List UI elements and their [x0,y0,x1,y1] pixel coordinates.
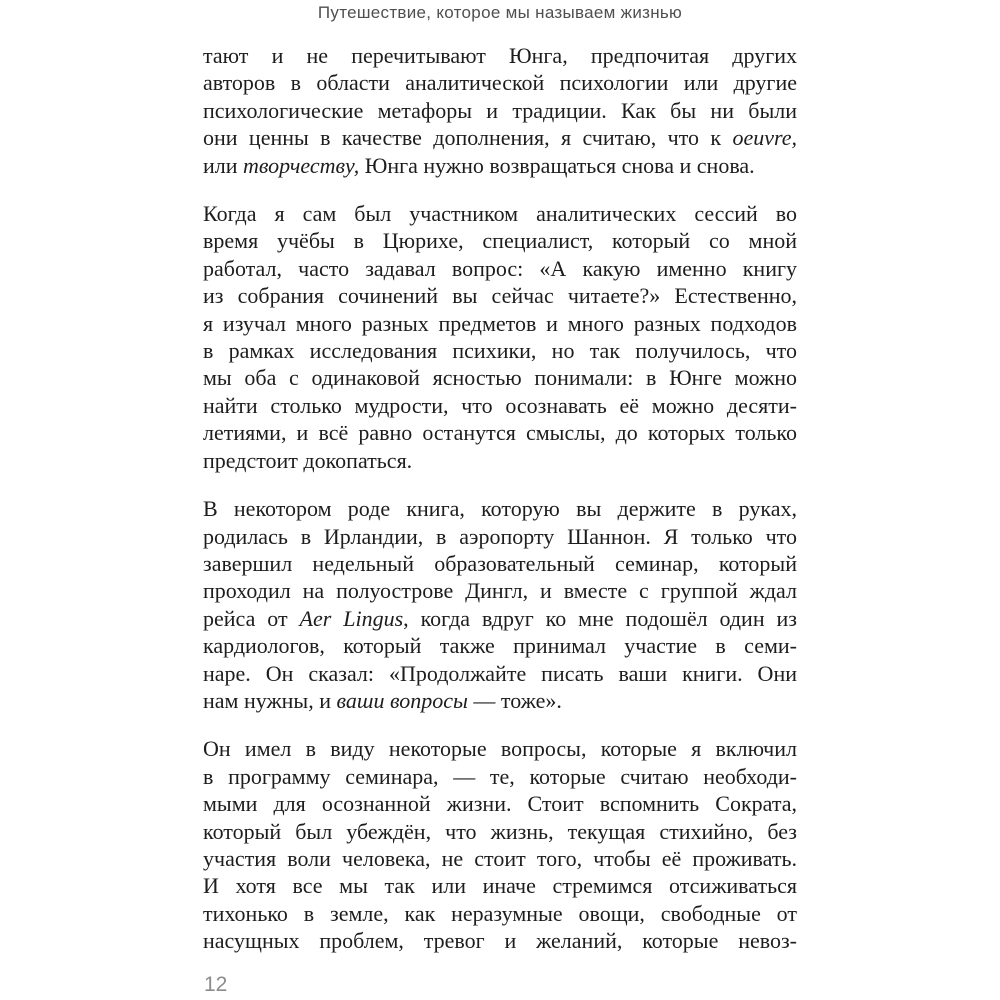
text-line [203,605,797,632]
text-line [203,900,797,927]
text-segment: Юнга нужно возвращаться снова и снова. [359,152,755,178]
text-line [203,872,797,899]
text-line [203,97,797,124]
text-segment: В некотором роде книга, которую вы держите в руках, [203,496,797,522]
paragraph [203,495,797,714]
text-line [203,927,797,954]
text-segment: работал, часто задавал вопрос: «А какую именно книгу [203,255,797,281]
text-segment: в рамках исследования психики, но так получилось, что [203,338,797,364]
page-body-text [203,42,797,955]
text-segment: я изучал много разных предметов и много разных подходов [203,310,797,336]
text-segment: наре. Он сказал: «Продолжайте писать ваши книги. Они [203,660,797,686]
text-line [203,495,797,522]
text-segment: тихонько в земле, как неразумные овощи, свободные от [203,900,797,926]
text-segment: в программу семинара, — те, которые считаю необходи- [203,763,797,789]
page-number: 12 [204,973,228,996]
text-line [203,447,797,474]
running-header-title: Путешествие, которое мы называем жизнью [317,3,683,22]
text-line [203,818,797,845]
text-segment: родилась в Ирландии, в аэропорту Шаннон. Я только что [203,523,797,549]
text-segment: летиями, и всё равно останутся смыслы, до которых только [203,420,797,446]
paragraph [203,42,797,179]
text-line [203,282,797,309]
text-line [203,419,797,446]
text-line [203,660,797,687]
text-segment: И хотя все мы так или иначе стремимся отсиживаться [203,873,797,899]
text-segment: который был убеждён, что жизнь, текущая стихийно, без [203,818,797,844]
text-line [203,124,797,151]
text-segment: из собрания сочинений вы сейчас читаете?» Естественно, [203,283,797,309]
text-line [203,632,797,659]
text-segment: психологические метафоры и традиции. Как бы ни были [203,97,797,123]
text-line [203,364,797,391]
text-segment: Он имел в виду некоторые вопросы, которые я включил [203,736,797,762]
text-segment: кардиологов, который также принимал участие в семи- [203,633,797,659]
text-segment: насущных проблем, тревог и желаний, которые невоз- [203,928,797,954]
text-line [203,550,797,577]
text-segment: — тоже». [467,687,562,713]
text-segment: время учёбы в Цюрихе, специалист, который со мной [203,228,797,254]
text-segment: они ценны в качестве дополнения, я считаю, что к [203,125,733,151]
italic-text-segment: Aer Lingus [299,605,404,631]
text-segment: Когда я сам был участником аналитических сессий во [203,201,797,227]
text-line [203,152,797,179]
text-segment: предстоит докопаться. [203,447,413,473]
text-segment: нам нужны, и [203,687,337,713]
text-line [203,42,797,69]
text-segment: мы оба с одинаковой ясностью понимали: в Юнге можно [203,365,797,391]
text-line [203,392,797,419]
text-line [203,255,797,282]
text-line [203,227,797,254]
text-line [203,763,797,790]
text-line [203,845,797,872]
text-segment: , когда вдруг ко мне подошёл один из [403,605,797,631]
text-line [203,310,797,337]
italic-text-segment: ваши вопросы [336,687,468,713]
text-segment: участия воли человека, не стоит того, чтобы её проживать. [203,845,797,871]
text-line [203,523,797,550]
text-line [203,337,797,364]
text-line [203,790,797,817]
text-segment: авторов в области аналитической психологии или другие [203,70,797,96]
text-segment: проходил на полуострове Дингл, и вместе с группой ждал [203,578,797,604]
text-segment: мыми для осознанной жизни. Стоит вспомнить Сократа, [203,791,797,817]
text-segment: найти столько мудрости, что осознавать её можно десяти- [203,392,797,418]
text-segment: завершил недельный образовательный семинар, который [203,550,797,576]
text-segment: или [203,152,244,178]
text-segment: тают и не перечитывают Юнга, предпочитая других [203,43,797,68]
italic-text-segment: oeuvre, [732,125,797,151]
paragraph [203,200,797,474]
text-segment: рейса от [203,605,300,631]
text-line [203,200,797,227]
text-line [203,69,797,96]
paragraph [203,735,797,954]
text-line [203,577,797,604]
italic-text-segment: творчеству, [243,152,360,178]
text-line [203,687,797,714]
text-line [203,735,797,762]
